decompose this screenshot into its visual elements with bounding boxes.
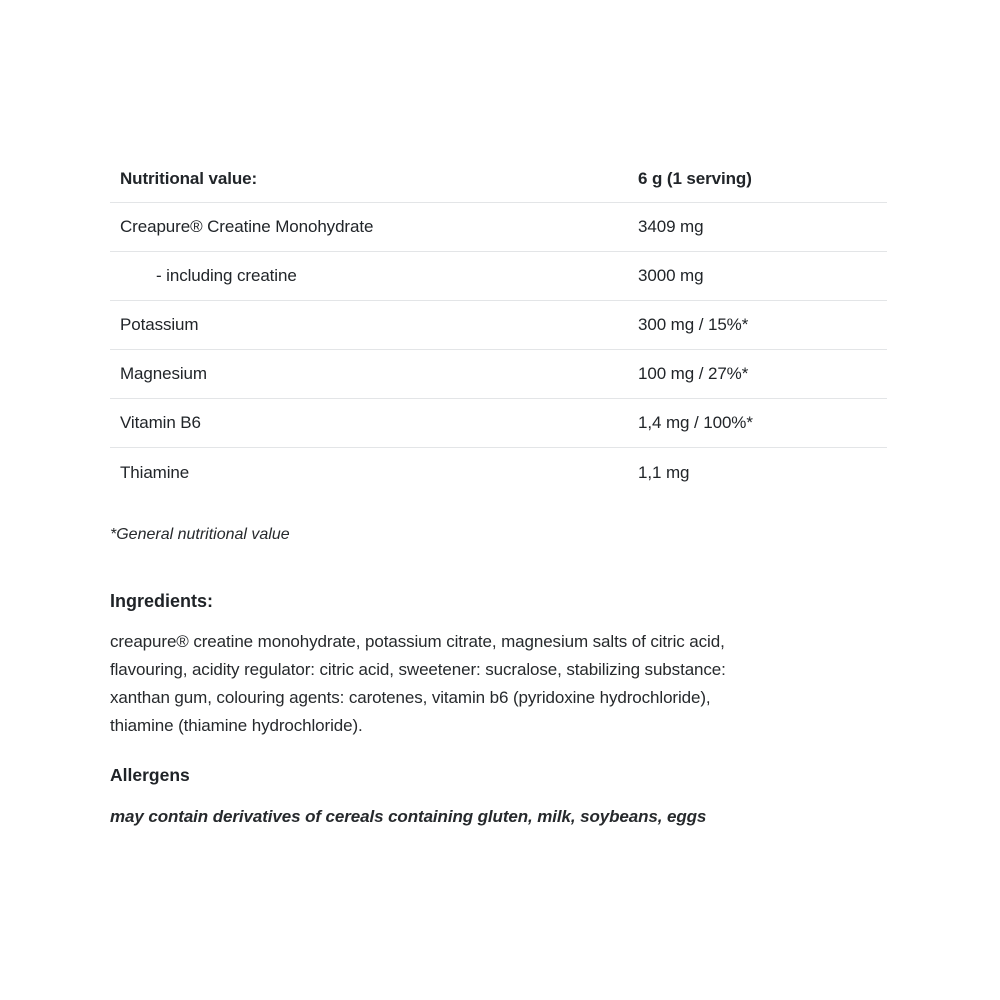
- allergens-text: may contain derivatives of cereals containing gluten, milk, soybeans, eggs: [110, 807, 707, 826]
- nutrient-label: - including creatine: [156, 266, 297, 285]
- nutrient-label: Vitamin B6: [120, 413, 201, 432]
- ingredients-heading: Ingredients:: [110, 591, 214, 611]
- table-row: [110, 252, 887, 301]
- nutrient-label: Thiamine: [120, 462, 190, 482]
- table-row: [110, 350, 887, 399]
- table-header-row: [110, 155, 887, 203]
- table-row: [110, 399, 887, 448]
- nutrient-label: Magnesium: [120, 364, 207, 383]
- nutrition-content: [110, 155, 887, 827]
- table-row: [110, 448, 887, 497]
- nutrient-label: Creapure® Creatine Monohydrate: [120, 217, 374, 236]
- nutrient-value: 1,4 mg / 100%*: [638, 413, 753, 432]
- table-header-value: 6 g (1 serving): [638, 168, 752, 188]
- nutrient-label: Potassium: [120, 315, 199, 334]
- table-row: [110, 203, 887, 252]
- nutrient-value: 1,1 mg: [638, 462, 690, 482]
- ingredients-text: [110, 628, 887, 740]
- table-footnote: *General nutritional value: [110, 526, 290, 543]
- nutrient-value: 3000 mg: [638, 266, 704, 285]
- nutrient-value: 300 mg / 15%*: [638, 315, 749, 334]
- ingredients-line: creapure® creatine monohydrate, potassium citrate, magnesium salts of citric acid,: [110, 632, 725, 651]
- ingredients-line: xanthan gum, colouring agents: carotenes, vitamin b6 (pyridoxine hydrochloride),: [110, 688, 711, 707]
- ingredients-line: thiamine (thiamine hydrochloride).: [110, 716, 363, 735]
- nutrient-value: 100 mg / 27%*: [638, 364, 749, 383]
- allergens-heading: Allergens: [110, 765, 190, 785]
- nutrition-table: [110, 155, 887, 497]
- ingredients-line: flavouring, acidity regulator: citric acid, sweetener: sucralose, stabilizing substance:: [110, 660, 726, 679]
- table-header-label: Nutritional value:: [120, 168, 258, 188]
- nutrient-value: 3409 mg: [638, 217, 704, 236]
- table-row: [110, 301, 887, 350]
